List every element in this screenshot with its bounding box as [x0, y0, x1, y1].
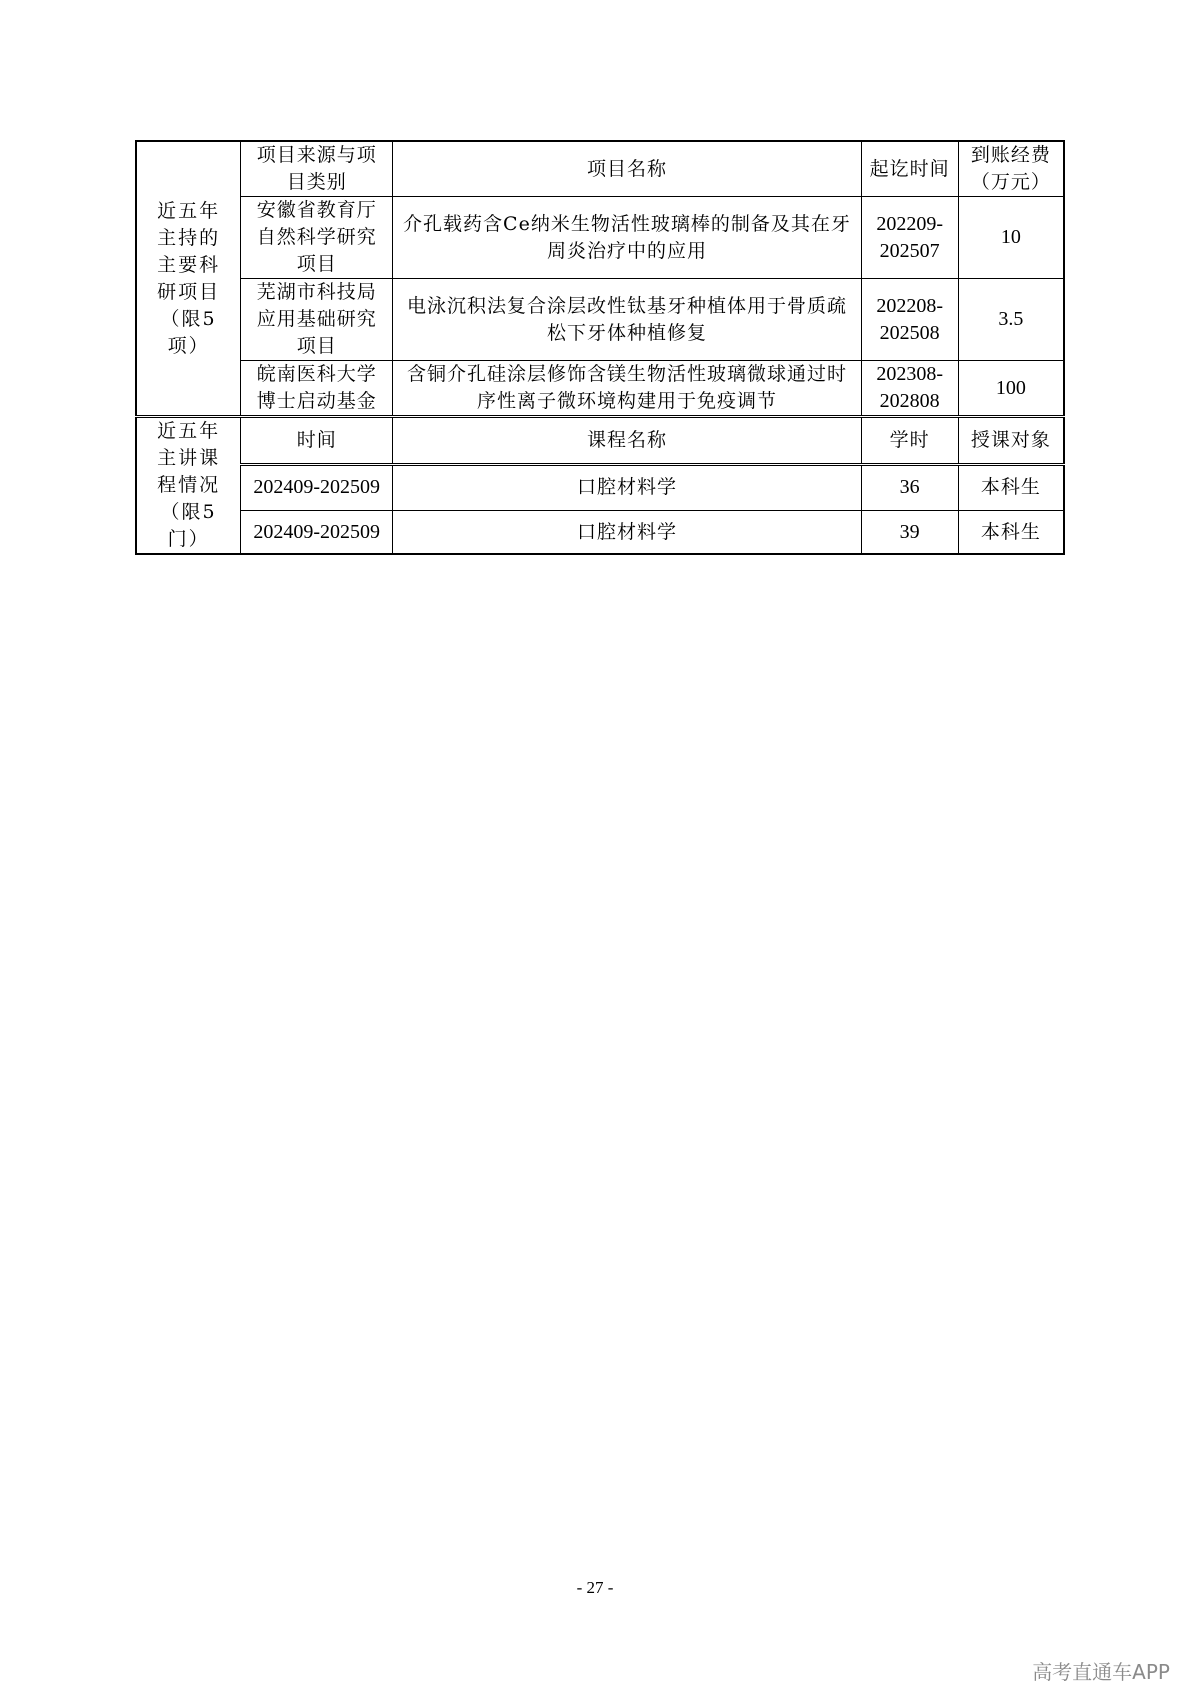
course-audience: 本科生	[958, 464, 1064, 511]
page-number: - 27 -	[576, 1578, 614, 1597]
header-course-time: 时间	[241, 417, 393, 465]
research-section-label: 近五年主持的主要科研项目（限5项）	[136, 141, 241, 417]
project-name: 介孔载药含Ce纳米生物活性玻璃棒的制备及其在牙周炎治疗中的应用	[393, 197, 861, 279]
research-row	[136, 361, 1064, 417]
course-name: 口腔材料学	[393, 511, 861, 554]
course-hours: 39	[861, 511, 958, 554]
project-name: 电泳沉积法复合涂层改性钛基牙种植体用于骨质疏松下牙体种植修复	[393, 279, 861, 361]
project-funding: 10	[958, 197, 1064, 279]
watermark: 高考直通车APP	[1032, 1660, 1170, 1684]
project-period: 202308-202808	[861, 361, 958, 417]
project-source: 芜湖市科技局应用基础研究项目	[241, 279, 393, 361]
project-source: 安徽省教育厅自然科学研究项目	[241, 197, 393, 279]
header-project-name: 项目名称	[393, 141, 861, 197]
document-table	[135, 140, 1065, 555]
project-period: 202209-202507	[861, 197, 958, 279]
research-row	[136, 279, 1064, 361]
header-project-period: 起讫时间	[861, 141, 958, 197]
header-course-name: 课程名称	[393, 417, 861, 465]
course-hours: 36	[861, 464, 958, 511]
project-source: 皖南医科大学博士启动基金	[241, 361, 393, 417]
project-period: 202208-202508	[861, 279, 958, 361]
courses-section-label: 近五年主讲课程情况（限5门）	[136, 417, 241, 555]
project-funding: 3.5	[958, 279, 1064, 361]
project-funding: 100	[958, 361, 1064, 417]
course-name: 口腔材料学	[393, 464, 861, 511]
course-audience: 本科生	[958, 511, 1064, 554]
header-project-source: 项目来源与项目类别	[241, 141, 393, 197]
header-course-audience: 授课对象	[958, 417, 1064, 465]
course-time: 202409-202509	[241, 464, 393, 511]
courses-header-row	[136, 417, 1064, 465]
course-row	[136, 511, 1064, 554]
header-project-funding: 到账经费（万元）	[958, 141, 1064, 197]
course-row	[136, 464, 1064, 511]
research-header-row	[136, 141, 1064, 197]
course-time: 202409-202509	[241, 511, 393, 554]
research-row	[136, 197, 1064, 279]
header-course-hours: 学时	[861, 417, 958, 465]
project-name: 含铜介孔硅涂层修饰含镁生物活性玻璃微球通过时序性离子微环境构建用于免疫调节	[393, 361, 861, 417]
